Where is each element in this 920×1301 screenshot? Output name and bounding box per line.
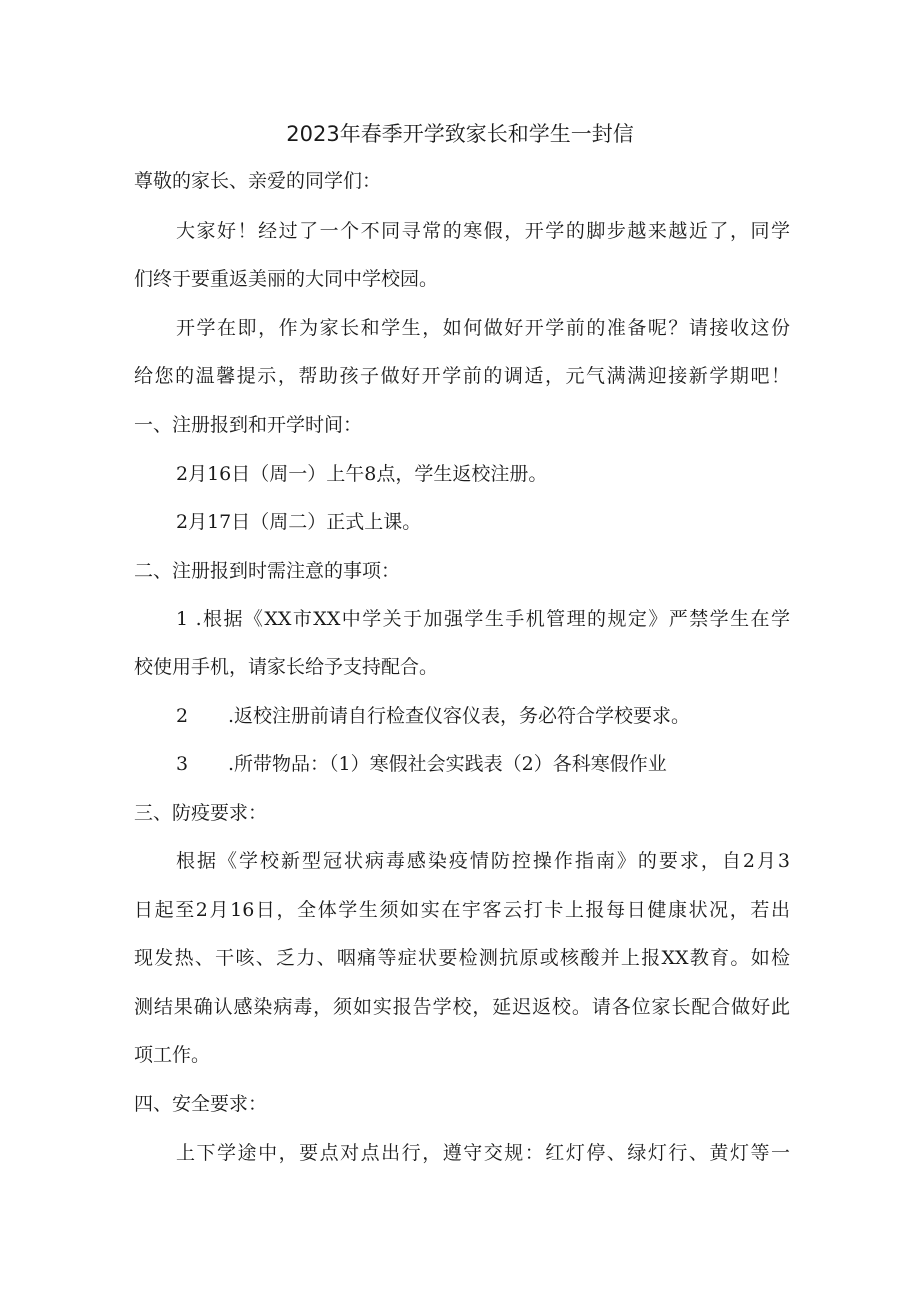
item-text: .所带物品：（1）寒假社会实践表（2）各科寒假作业 (228, 753, 667, 775)
salutation: 尊敬的家长、亲爱的同学们： (134, 170, 382, 192)
section1-heading: 一、注册报到和开学时间： (134, 414, 363, 436)
item-number: 2 (176, 705, 189, 727)
section3-line-1: 根据《学校新型冠状病毒感染疫情防控操作指南》的要求，自2月3 (176, 850, 790, 872)
item-text: .返校注册前请自行检查仪容仪表，务必符合学校要求。 (228, 705, 691, 727)
prep-line-2: 给您的温馨提示，帮助孩子做好开学前的调适，元气满满迎接新学期吧！ (134, 365, 790, 387)
section1-item-registration: 2月16日（周一）上午8点，学生返校注册。 (176, 463, 548, 485)
section2-item1-line-2: 校使用手机，请家长给予支持配合。 (134, 656, 439, 678)
section3-line-5: 项工作。 (134, 1044, 211, 1066)
intro-line-2: 们终于要重返美丽的大同中学校园。 (134, 268, 439, 290)
item-number: 3 (176, 753, 189, 775)
section3-line-2: 日起至2月16日，全体学生须如实在宇客云打卡上报每日健康状况，若出 (134, 899, 790, 921)
section3-line-3: 现发热、干咳、乏力、咽痛等症状要检测抗原或核酸并上报XX教育。如检 (134, 947, 790, 969)
section4-heading: 四、安全要求： (134, 1093, 268, 1115)
section3-heading: 三、防疫要求： (134, 802, 268, 824)
section2-heading: 二、注册报到时需注意的事项： (134, 560, 401, 582)
section2-item1-line-1: 1 .根据《XX市XX中学关于加强学生手机管理的规定》严禁学生在学 (176, 608, 790, 630)
section3-line-4: 测结果确认感染病毒，须如实报告学校，延迟返校。请各位家长配合做好此 (134, 996, 790, 1018)
section2-item2 (176, 703, 690, 729)
section4-line-1: 上下学途中，要点对点出行，遵守交规：红灯停、绿灯行、黄灯等一 (176, 1142, 790, 1164)
section1-item-classes: 2月17日（周二）正式上课。 (176, 511, 422, 533)
section2-item3 (176, 751, 667, 777)
intro-line-1: 大家好！经过了一个不同寻常的寒假，开学的脚步越来越近了，同学 (176, 220, 790, 242)
prep-line-1: 开学在即，作为家长和学生，如何做好开学前的准备呢？请接收这份 (176, 317, 790, 339)
document-title: 2023年春季开学致家长和学生一封信 (286, 122, 634, 146)
